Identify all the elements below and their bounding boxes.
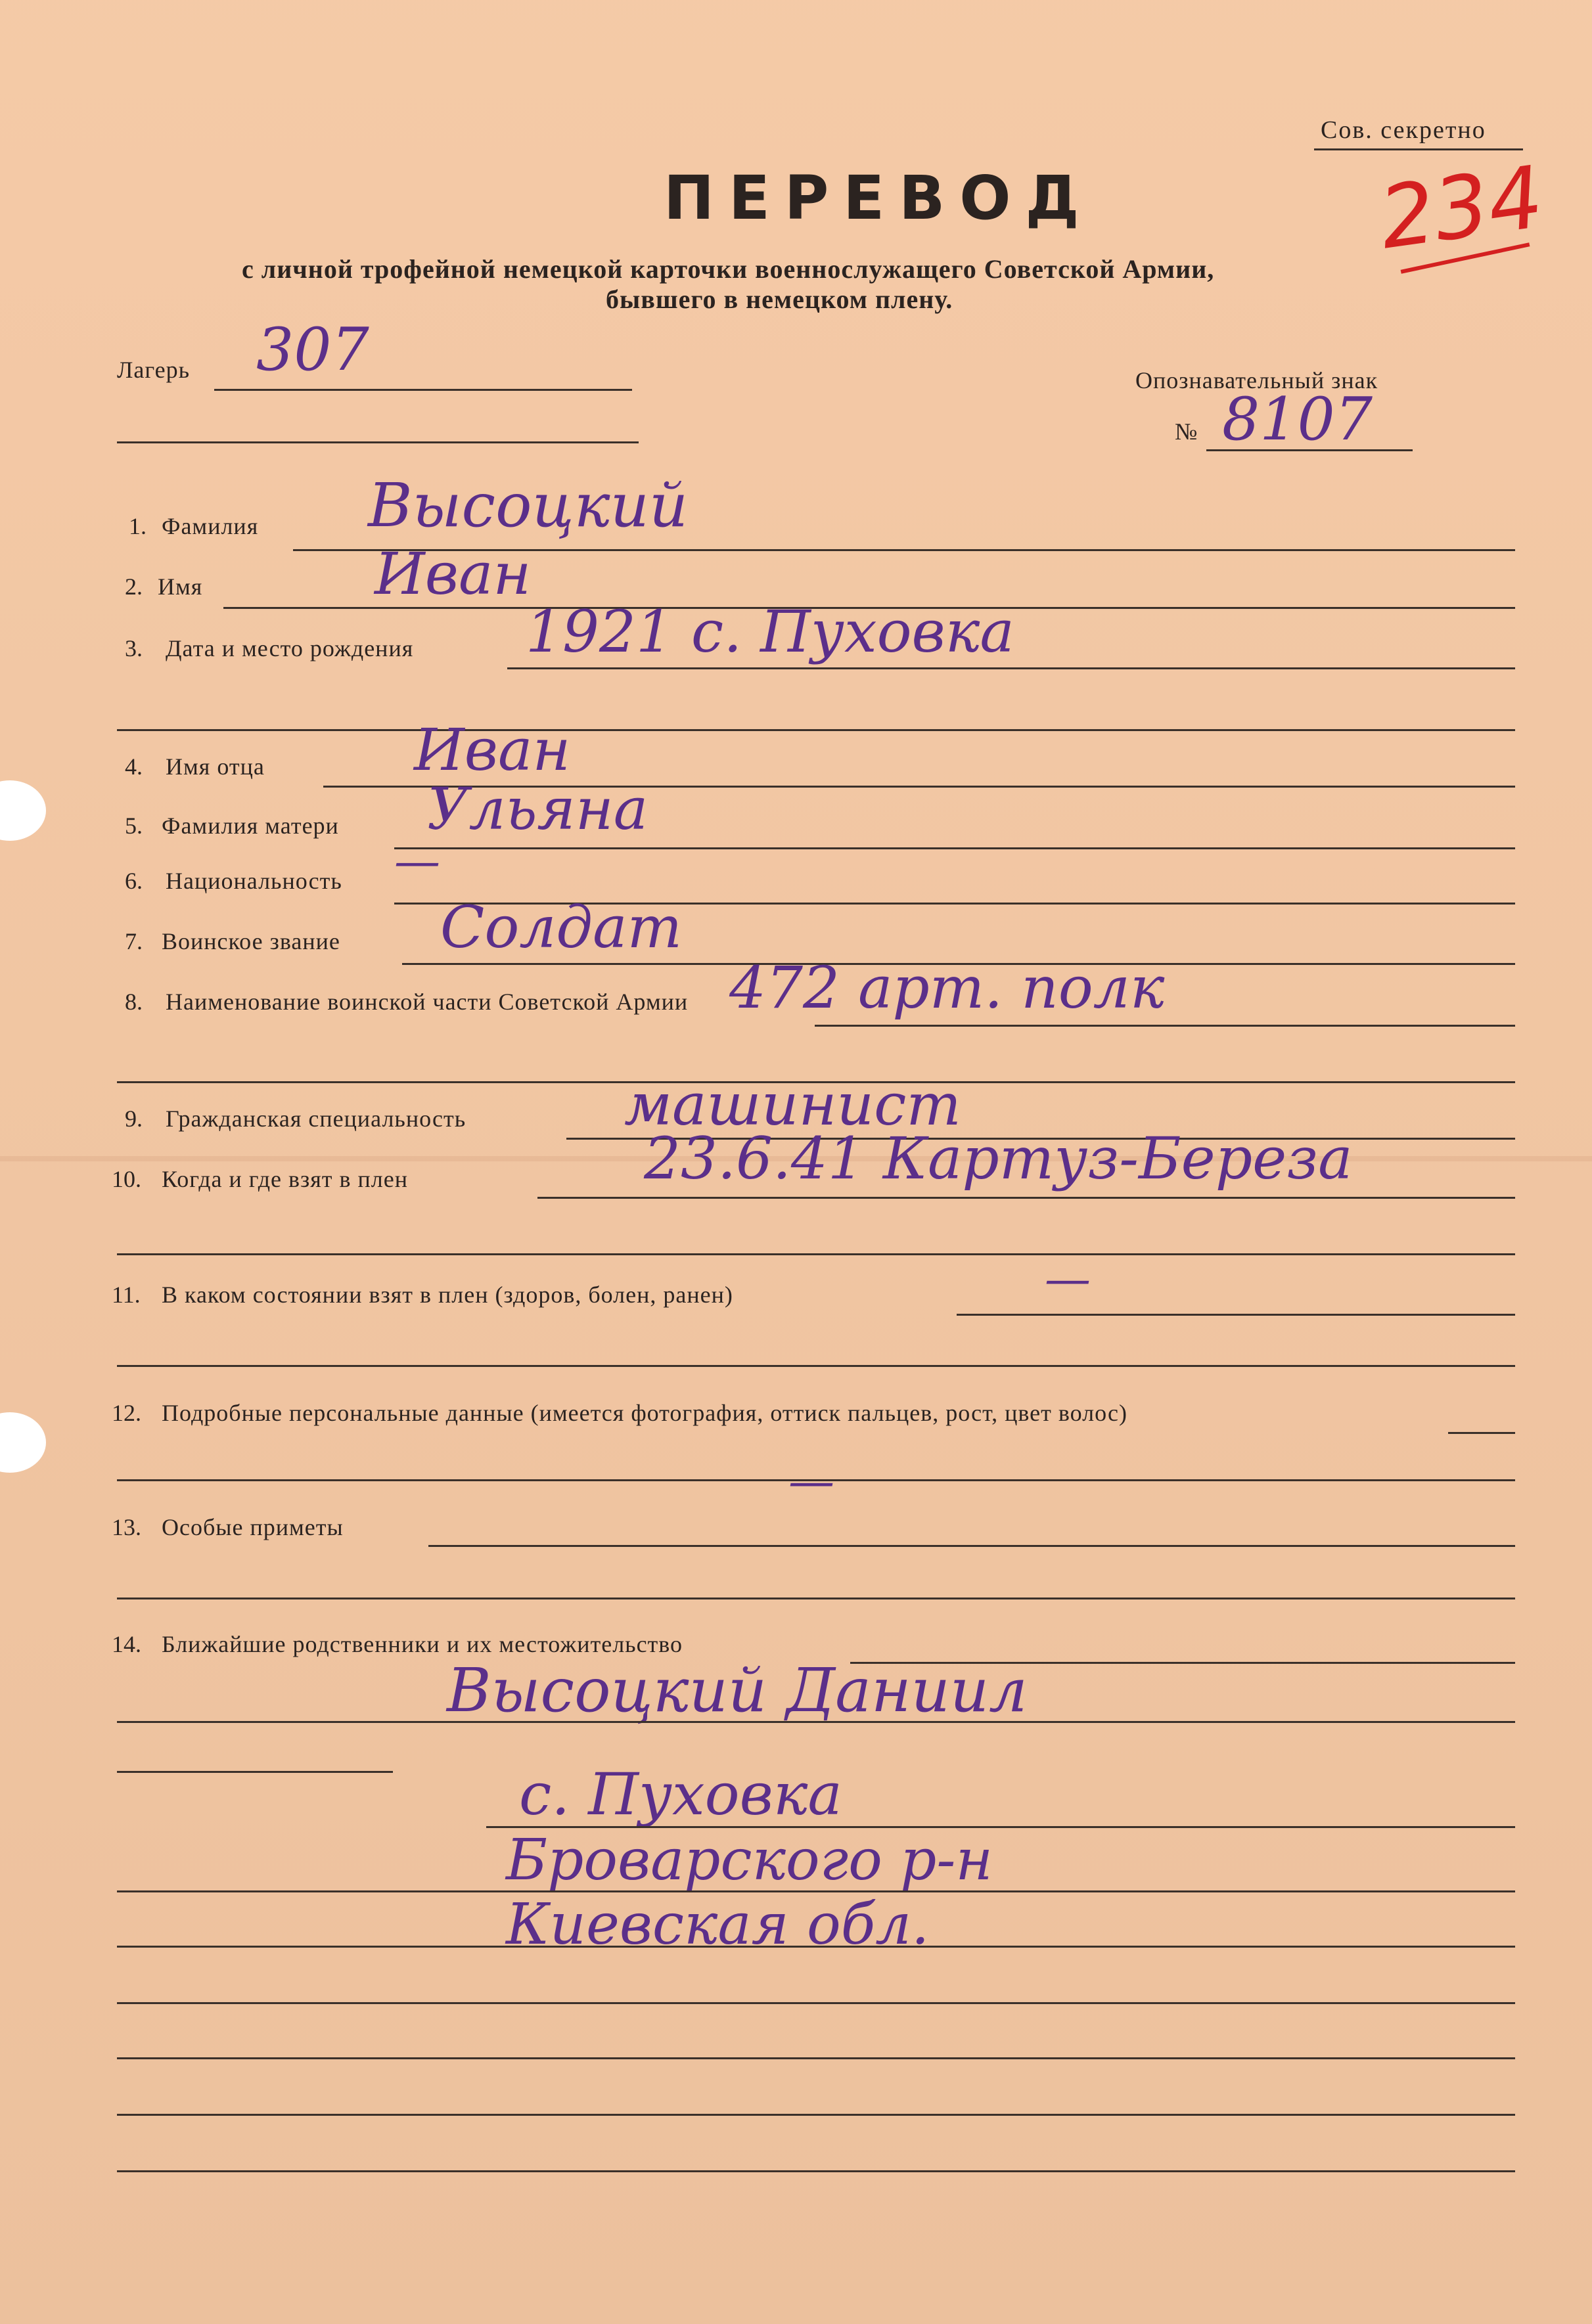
field-12-value: —	[788, 1454, 834, 1508]
field-5-number: 5.	[125, 813, 143, 839]
relatives-line-7	[117, 2057, 1515, 2059]
field-8-number: 8.	[125, 989, 143, 1015]
field-5-value: Ульяна	[427, 775, 648, 843]
field-10-label: Когда и где взят в плен	[162, 1166, 409, 1192]
field-2-value: Иван	[375, 540, 532, 608]
field-8-line	[815, 1025, 1515, 1027]
field-2-number: 2.	[125, 573, 143, 600]
field-12-label: Подробные персональные данные (имеется фотография, оттиск пальцев, рост, цвет волос)	[162, 1400, 1127, 1426]
field-6-value: —	[394, 834, 440, 888]
relatives-line-9	[117, 2170, 1515, 2172]
field-7-value: Солдат	[440, 893, 683, 961]
field-13-label: Особые приметы	[162, 1514, 344, 1540]
relatives-line-8	[117, 2114, 1515, 2116]
field-3-line-2	[117, 729, 1515, 731]
field-14-label: Ближайшие родственники и их местожительство	[162, 1631, 683, 1657]
field-10-line-2	[117, 1253, 1515, 1255]
classification-stamp: Сов. секретно	[1321, 116, 1486, 144]
camp-value: 307	[256, 315, 369, 384]
relatives-line-6	[117, 2002, 1515, 2004]
field-12-number: 12.	[112, 1400, 141, 1426]
field-8-label: Наименование воинской части Советской Армии	[166, 989, 689, 1015]
field-10-number: 10.	[112, 1166, 141, 1192]
relative-village: с. Пуховка	[519, 1760, 842, 1828]
field-12-line	[1448, 1432, 1515, 1434]
field-5-label: Фамилия матери	[162, 813, 339, 839]
field-4-label: Имя отца	[166, 753, 265, 780]
field-4-number: 4.	[125, 753, 143, 780]
field-7-label: Воинское звание	[162, 928, 340, 954]
field-11-value: —	[1045, 1252, 1091, 1306]
relatives-line-1	[117, 1721, 1515, 1723]
field-7-number: 7.	[125, 928, 143, 954]
subtitle-line2: бывшего в немецком плену.	[606, 284, 953, 314]
field-12-line-2	[117, 1479, 1515, 1481]
field-11-label: В каком состоянии взят в плен (здоров, болен, ранен)	[162, 1282, 733, 1308]
field-3-line	[507, 667, 1515, 669]
relatives-line-2	[117, 1771, 393, 1773]
field-11-line	[957, 1314, 1515, 1316]
field-11-line-2	[117, 1365, 1515, 1367]
field-3-value: 1921 с. Пуховка	[526, 598, 1014, 665]
relatives-line-5	[117, 1946, 1515, 1948]
tag-label: Опознавательный знак	[1135, 367, 1378, 393]
field-6-number: 6.	[125, 868, 143, 894]
field-13-number: 13.	[112, 1514, 141, 1540]
field-5-line	[394, 847, 1515, 849]
file-number: 234	[1373, 146, 1549, 269]
camp-label: Лагерь	[117, 357, 191, 383]
field-4-value: Иван	[414, 716, 571, 784]
relative-district: Броварского р-н	[506, 1827, 993, 1893]
field-9-label: Гражданская специальность	[166, 1106, 466, 1132]
relative-name: Высоцкий Даниил	[447, 1655, 1028, 1726]
camp-line	[214, 389, 632, 391]
field-11-number: 11.	[112, 1282, 141, 1308]
tag-no-label: №	[1175, 418, 1198, 445]
relative-region: Киевская обл.	[506, 1892, 930, 1957]
field-1-number: 1.	[129, 513, 147, 539]
field-14-number: 14.	[112, 1631, 141, 1657]
page-title: ПЕРЕВОД	[664, 163, 1094, 233]
field-2-label: Имя	[158, 573, 203, 600]
field-3-number: 3.	[125, 635, 143, 661]
camp-line-2	[117, 441, 639, 443]
tag-value: 8107	[1222, 385, 1373, 454]
field-1-label: Фамилия	[162, 513, 259, 539]
subtitle-line1: с личной трофейной немецкой карточки военнослужащего Советской Армии,	[242, 254, 1215, 284]
field-10-line	[537, 1197, 1515, 1199]
field-3-label: Дата и место рождения	[166, 635, 414, 661]
field-10-value: 23.6.41 Картуз-Береза	[644, 1125, 1353, 1192]
classification-underline	[1314, 148, 1523, 150]
field-1-value: Высоцкий	[368, 470, 689, 541]
field-6-label: Национальность	[166, 868, 342, 894]
field-13-line	[428, 1545, 1515, 1547]
field-9-value: машинист	[624, 1071, 961, 1138]
field-9-number: 9.	[125, 1106, 143, 1132]
field-8-value: 472 арт. полк	[729, 954, 1165, 1021]
field-13-line-2	[117, 1598, 1515, 1599]
tag-line	[1206, 449, 1413, 451]
